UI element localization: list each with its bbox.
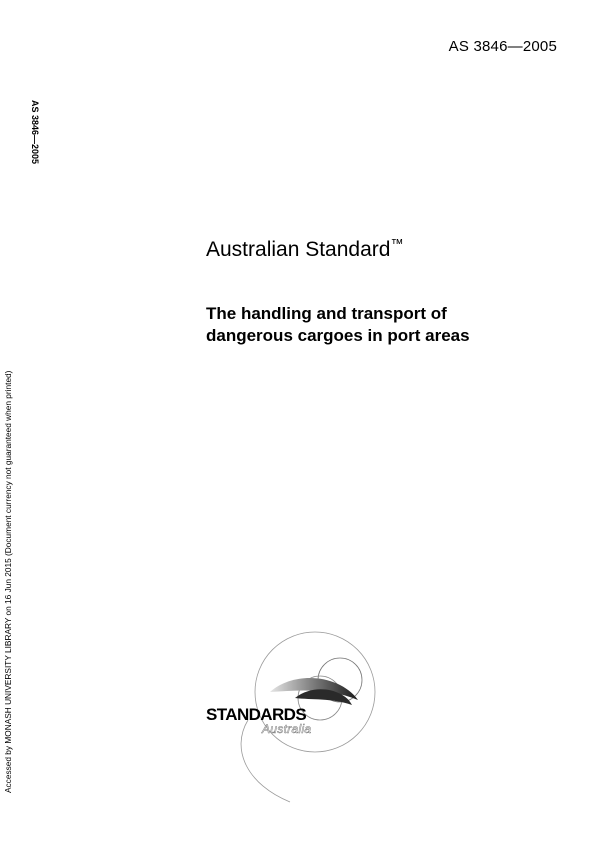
document-title-line-1: The handling and transport of bbox=[206, 304, 447, 323]
document-title bbox=[206, 303, 566, 347]
trademark-symbol: ™ bbox=[390, 236, 404, 251]
logo-subtitle: Australia bbox=[262, 722, 312, 736]
standard-label bbox=[206, 236, 403, 262]
logo-wordmark: STANDARDS bbox=[206, 705, 307, 724]
standard-label-text: Australian Standard bbox=[206, 238, 391, 261]
access-notice: Accessed by MONASH UNIVERSITY LIBRARY on 16 Jun 2015 (Document currency not guaranteed when printed) bbox=[3, 370, 13, 793]
spine-document-number: AS 3846—2005 bbox=[30, 100, 40, 165]
document-title-line-2: dangerous cargoes in port areas bbox=[206, 326, 470, 345]
document-number: AS 3846—2005 bbox=[448, 38, 557, 55]
